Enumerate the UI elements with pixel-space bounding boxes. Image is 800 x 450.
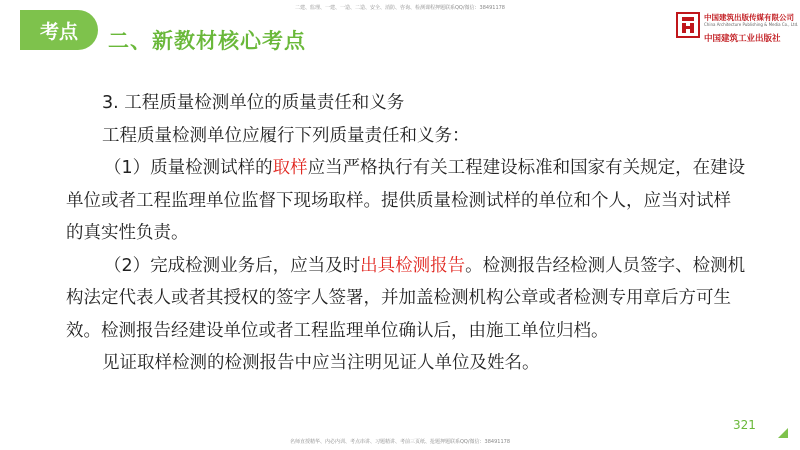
publisher-name: 中国建筑出版传媒有限公司 [704, 13, 794, 22]
section-title: 二、新教材核心考点 [108, 29, 306, 53]
page-number: 321 [733, 418, 756, 432]
item-1-text-pre: （1）质量检测试样的 [104, 158, 273, 178]
publisher-calligraphy: 中国建筑工业出版社 [704, 34, 781, 44]
closing-paragraph: 见证取样检测的检测报告中应当注明见证人单位及姓名。 [102, 353, 540, 373]
item-2-paragraph [66, 250, 746, 348]
publisher-logo [676, 10, 799, 44]
bottom-watermark-note: 名师直授精华、内必内训、考点串讲、习题精讲、考前三页纸、抢题押题联系QQ/微信：38491178 [289, 439, 510, 445]
item-2-highlight: 出具检测报告 [360, 255, 466, 276]
item-1-paragraph [66, 152, 746, 250]
item-1-highlight: 取样 [272, 158, 308, 178]
section-tag [20, 10, 98, 50]
top-watermark-note: 二建、监理、一建、一造、二造、安全、消防、咨询、检测课程押题联系QQ/微信：38491178 [294, 5, 505, 11]
content-heading: 3. 工程质量检测单位的质量责任和义务 [102, 93, 405, 113]
item-2-text-pre: （2）完成检测业务后，应当及时 [104, 255, 361, 276]
item-2-text-post: 。检测报告经检测人员签字、检测机构法定代表人或者其授权的签字人签署，并加盖检测机构公章或者检测专用章后方可生效。检测报告经建设单位或者工程监理单位确认后，由施工单位归档。 [66, 255, 746, 341]
publisher-english-name: China Architecture Publishing & Media Co., Ltd. [704, 22, 799, 27]
main-content [66, 87, 746, 380]
content-intro: 工程质量检测单位应履行下列质量责任和义务： [102, 125, 470, 146]
section-tag-label: 考点 [39, 20, 78, 43]
corner-decoration [778, 428, 788, 438]
publisher-emblem-icon [676, 12, 700, 38]
item-1-text-post: 应当严格执行有关工程建设标准和国家有关规定，在建设单位或者工程监理单位监督下现场取样。提供质量检测试样的单位和个人，应当对试样的真实性负责。 [66, 158, 746, 243]
